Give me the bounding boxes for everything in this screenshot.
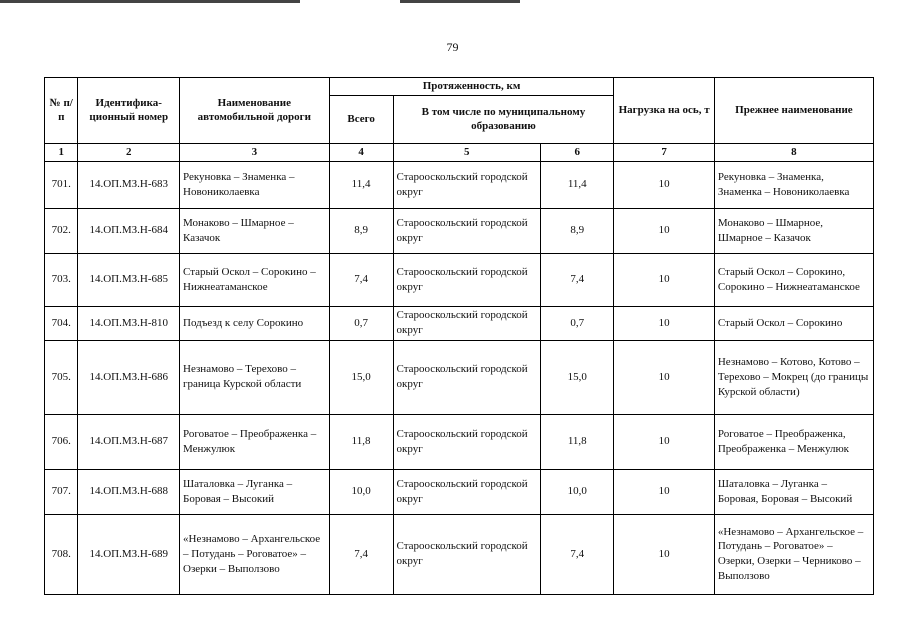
column-number-cell: 4: [329, 143, 393, 161]
axle-load-cell: 10: [614, 414, 714, 469]
municipal-length-cell: 10,0: [541, 469, 614, 514]
road-name-cell: Монаково – Шмарное – Казачок: [180, 208, 330, 253]
header-previous: Прежнее наименование: [714, 78, 873, 144]
road-id-cell: 14.ОП.МЗ.Н-683: [78, 161, 180, 208]
municipality-cell: Старооскольский городской округ: [393, 514, 541, 594]
road-id-cell: 14.ОП.МЗ.Н-688: [78, 469, 180, 514]
road-name-cell: Подъезд к селу Сорокино: [180, 306, 330, 340]
road-id-cell: 14.ОП.МЗ.Н-684: [78, 208, 180, 253]
previous-name-cell: Рекуновка – Знаменка, Знаменка – Новониколаевка: [714, 161, 873, 208]
row-number-cell: 706.: [45, 414, 78, 469]
road-id-cell: 14.ОП.МЗ.Н-687: [78, 414, 180, 469]
municipality-cell: Старооскольский городской округ: [393, 306, 541, 340]
column-number-cell: 8: [714, 143, 873, 161]
length-total-cell: 0,7: [329, 306, 393, 340]
municipality-cell: Старооскольский городской округ: [393, 340, 541, 414]
row-number-cell: 702.: [45, 208, 78, 253]
municipal-length-cell: 8,9: [541, 208, 614, 253]
header-num: № п/п: [45, 78, 78, 144]
road-name-cell: «Незнамово – Архангельское – Потудань – Роговатое» – Озерки – Выползово: [180, 514, 330, 594]
municipal-length-cell: 7,4: [541, 253, 614, 306]
row-number-cell: 705.: [45, 340, 78, 414]
header-length-group: Протяженность, км: [329, 78, 614, 96]
road-name-cell: Рекуновка – Знаменка – Новониколаевка: [180, 161, 330, 208]
row-number-cell: 703.: [45, 253, 78, 306]
municipal-length-cell: 11,4: [541, 161, 614, 208]
road-name-cell: Роговатое – Преображенка – Менжулюк: [180, 414, 330, 469]
column-number-cell: 6: [541, 143, 614, 161]
row-number-cell: 708.: [45, 514, 78, 594]
table-row: [45, 253, 874, 306]
table-body: [45, 161, 874, 594]
column-number-cell: 1: [45, 143, 78, 161]
previous-name-cell: Старый Оскол – Сорокино: [714, 306, 873, 340]
roads-table: [44, 77, 874, 595]
length-total-cell: 11,4: [329, 161, 393, 208]
header-load: Нагрузка на ось, т: [614, 78, 714, 144]
table-row: [45, 161, 874, 208]
length-total-cell: 7,4: [329, 253, 393, 306]
table-row: [45, 414, 874, 469]
column-number-cell: 5: [393, 143, 541, 161]
table-row: [45, 340, 874, 414]
column-number-row: [45, 143, 874, 161]
road-id-cell: 14.ОП.МЗ.Н-810: [78, 306, 180, 340]
length-total-cell: 10,0: [329, 469, 393, 514]
municipal-length-cell: 15,0: [541, 340, 614, 414]
header-total: Всего: [329, 95, 393, 143]
municipal-length-cell: 0,7: [541, 306, 614, 340]
axle-load-cell: 10: [614, 306, 714, 340]
municipality-cell: Старооскольский городской округ: [393, 208, 541, 253]
table-row: [45, 208, 874, 253]
length-total-cell: 8,9: [329, 208, 393, 253]
length-total-cell: 15,0: [329, 340, 393, 414]
previous-name-cell: Старый Оскол – Сорокино, Сорокино – Нижнеатаманское: [714, 253, 873, 306]
column-number-cell: 3: [180, 143, 330, 161]
row-number-cell: 707.: [45, 469, 78, 514]
axle-load-cell: 10: [614, 340, 714, 414]
previous-name-cell: «Незнамово – Архангельское – Потудань – Роговатое» – Озерки, Озерки – Черниково – Выползово: [714, 514, 873, 594]
scan-edge-mark: [400, 0, 520, 3]
table-row: [45, 306, 874, 340]
axle-load-cell: 10: [614, 514, 714, 594]
municipality-cell: Старооскольский городской округ: [393, 414, 541, 469]
header-including: В том числе по муниципальному образованию: [393, 95, 614, 143]
road-name-cell: Незнамово – Терехово – граница Курской области: [180, 340, 330, 414]
column-number-cell: 2: [78, 143, 180, 161]
axle-load-cell: 10: [614, 469, 714, 514]
road-id-cell: 14.ОП.МЗ.Н-685: [78, 253, 180, 306]
previous-name-cell: Шаталовка – Луганка – Боровая, Боровая – Высокий: [714, 469, 873, 514]
municipal-length-cell: 7,4: [541, 514, 614, 594]
header-name: Наименование автомобильной дороги: [180, 78, 330, 144]
row-number-cell: 704.: [45, 306, 78, 340]
municipality-cell: Старооскольский городской округ: [393, 161, 541, 208]
road-name-cell: Старый Оскол – Сорокино – Нижнеатаманское: [180, 253, 330, 306]
table-row: [45, 514, 874, 594]
municipality-cell: Старооскольский городской округ: [393, 469, 541, 514]
page-number: 79: [446, 40, 459, 54]
column-number-cell: 7: [614, 143, 714, 161]
road-name-cell: Шаталовка – Луганка – Боровая – Высокий: [180, 469, 330, 514]
header-id: Идентифика-ционный номер: [78, 78, 180, 144]
axle-load-cell: 10: [614, 208, 714, 253]
length-total-cell: 11,8: [329, 414, 393, 469]
road-id-cell: 14.ОП.МЗ.Н-686: [78, 340, 180, 414]
scan-edge-mark: [0, 0, 300, 3]
table-row: [45, 469, 874, 514]
row-number-cell: 701.: [45, 161, 78, 208]
municipality-cell: Старооскольский городской округ: [393, 253, 541, 306]
previous-name-cell: Незнамово – Котово, Котово – Терехово – Мокрец (до границы Курской области): [714, 340, 873, 414]
previous-name-cell: Монаково – Шмарное, Шмарное – Казачок: [714, 208, 873, 253]
previous-name-cell: Роговатое – Преображенка, Преображенка – Менжулюк: [714, 414, 873, 469]
axle-load-cell: 10: [614, 253, 714, 306]
road-id-cell: 14.ОП.МЗ.Н-689: [78, 514, 180, 594]
length-total-cell: 7,4: [329, 514, 393, 594]
axle-load-cell: 10: [614, 161, 714, 208]
municipal-length-cell: 11,8: [541, 414, 614, 469]
